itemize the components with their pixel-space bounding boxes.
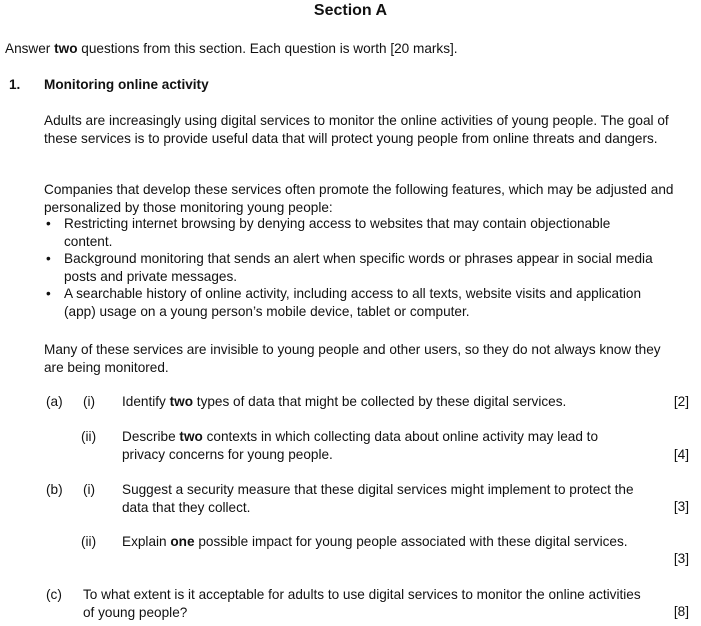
part-b-i-label: (i) bbox=[83, 482, 96, 497]
part-a-i-bold: two bbox=[169, 394, 194, 409]
bullet-text: Background monitoring that sends an alert when specific words or phrases appear in social media posts and private messages. bbox=[64, 251, 653, 284]
part-b-i-text: Suggest a security measure that these digital services might implement to protect the data that they collect. bbox=[122, 482, 634, 515]
features-paragraph: Companies that develop these services often promote the following features, which may be adjusted and personalized by those monitoring young people: bbox=[44, 182, 674, 215]
part-a-ii-post: contexts in which collecting data about online activity may lead to privacy concerns for young people. bbox=[122, 429, 599, 462]
part-b-ii-bold: one bbox=[170, 534, 195, 549]
part-a-i-pre: Identify bbox=[122, 394, 170, 409]
part-a-i-text bbox=[122, 393, 642, 411]
part-a-ii-pre: Describe bbox=[122, 429, 180, 444]
section-title: Section A bbox=[313, 2, 388, 19]
part-a-i-post: types of data that might be collected by these digital services. bbox=[193, 394, 567, 409]
part-a-ii-label: (ii) bbox=[81, 429, 97, 444]
list-item bbox=[44, 215, 654, 250]
intro-paragraph: Adults are increasingly using digital services to monitor the online activities of young people. The goal of these services is to provide useful data that will protect young people from online threats and dangers. bbox=[44, 113, 669, 146]
part-a-ii-text bbox=[122, 428, 642, 463]
list-item bbox=[44, 285, 654, 320]
bullet-text: A searchable history of online activity, including access to all texts, website visits and application (app) usage on a young person’s mobile device, tablet or computer. bbox=[64, 286, 642, 319]
bullet-icon: • bbox=[46, 216, 51, 231]
part-b-ii-label: (ii) bbox=[81, 534, 97, 549]
instructions bbox=[5, 40, 458, 57]
part-a-label: (a) bbox=[46, 394, 63, 409]
list-item bbox=[44, 250, 654, 285]
part-b-ii-text bbox=[122, 533, 642, 551]
part-b-i-marks: [3] bbox=[673, 499, 689, 514]
part-c-label: (c) bbox=[46, 587, 62, 602]
instructions-bold: two bbox=[54, 41, 78, 56]
part-a-i-label: (i) bbox=[83, 394, 96, 409]
bullet-text: Restricting internet browsing by denying access to websites that may contain objectionable content. bbox=[64, 216, 611, 249]
question-title: Monitoring online activity bbox=[44, 77, 209, 92]
instructions-pre: Answer bbox=[5, 41, 55, 56]
instructions-post: questions from this section. Each question is worth [20 marks]. bbox=[77, 41, 458, 56]
question-number: 1. bbox=[9, 77, 21, 92]
invisibility-paragraph: Many of these services are invisible to young people and other users, so they do not always know they are being monitored. bbox=[44, 342, 661, 375]
part-a-ii-bold: two bbox=[179, 429, 203, 444]
part-b-ii-marks: [3] bbox=[673, 551, 689, 566]
part-c-text: To what extent is it acceptable for adults to use digital services to monitor the online activities of young people? bbox=[83, 587, 641, 620]
bullet-icon: • bbox=[46, 286, 51, 301]
part-c-marks: [8] bbox=[673, 604, 689, 619]
part-a-ii-marks: [4] bbox=[673, 447, 689, 462]
bullet-icon: • bbox=[46, 251, 51, 266]
part-b-label: (b) bbox=[46, 482, 63, 497]
features-list bbox=[44, 215, 654, 320]
part-b-ii-pre: Explain bbox=[122, 534, 171, 549]
part-b-ii-post: possible impact for young people associated with these digital services. bbox=[194, 534, 628, 549]
part-a-i-marks: [2] bbox=[673, 394, 689, 409]
